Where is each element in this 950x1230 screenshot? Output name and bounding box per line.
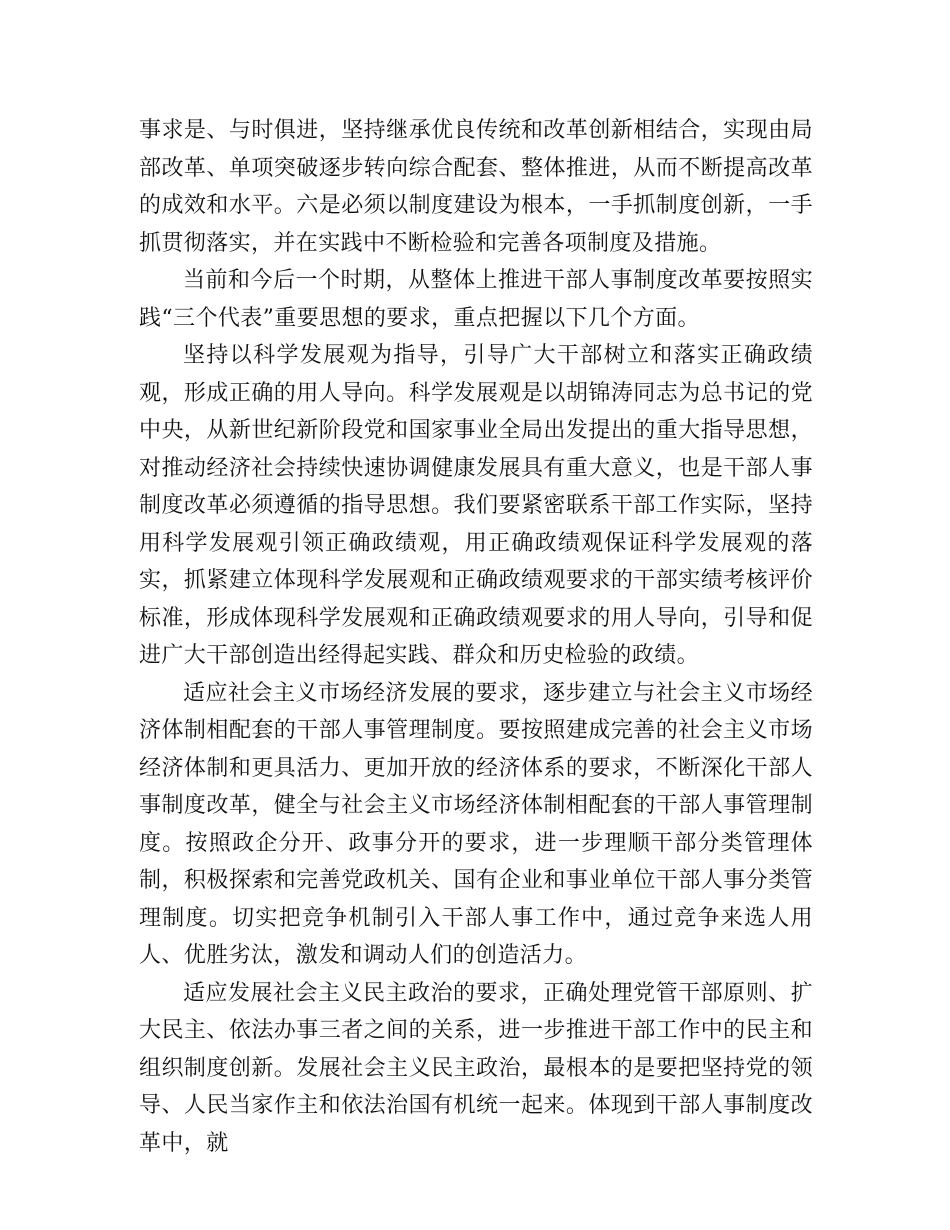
- paragraph-5: 适应发展社会主义民主政治的要求，正确处理党管干部原则、扩大民主、依法办事三者之间的关系，进一步推进干部工作中的民主和组织制度创新。发展社会主义民主政治，最根本的是要把坚持党的领导、人民当家作主和依法治国有机统一起来。体现到干部人事制度改革中，就: [139, 980, 813, 1156]
- paragraph-4: 适应社会主义市场经济发展的要求，逐步建立与社会主义市场经济体制相配套的干部人事管理制度。要按照建成完善的社会主义市场经济体制和更具活力、更加开放的经济体系的要求，不断深化干部人事制度改革，健全与社会主义市场经济体制相配套的干部人事管理制度。按照政企分开、政事分开的要求，进一步理顺干部分类管理体制，积极探索和完善党政机关、国有企业和事业单位干部人事分类管理制度。切实把竞争机制引入干部人事工作中，通过竞争来选人用人、优胜劣汰，激发和调动人们的创造活力。: [139, 680, 813, 968]
- paragraph-1: 事求是、与时俱进，坚持继承优良传统和改革创新相结合，实现由局部改革、单项突破逐步转向综合配套、整体推进，从而不断提高改革的成效和水平。六是必须以制度建设为根本，一手抓制度创新，一手抓贯彻落实，并在实践中不断检验和完善各项制度及措施。: [139, 118, 813, 256]
- document-body: [139, 112, 813, 1162]
- paragraph-3: 坚持以科学发展观为指导，引导广大干部树立和落实正确政绩观，形成正确的用人导向。科学发展观是以胡锦涛同志为总书记的党中央，从新世纪新阶段党和国家事业全局出发提出的重大指导思想，对推动经济社会持续快速协调健康发展具有重大意义，也是干部人事制度改革必须遵循的指导思想。我们要紧密联系干部工作实际，坚持用科学发展观引领正确政绩观，用正确政绩观保证科学发展观的落实，抓紧建立体现科学发展观和正确政绩观要求的干部实绩考核评价标准，形成体现科学发展观和正确政绩观要求的用人导向，引导和促进广大干部创造出经得起实践、群众和历史检验的政绩。: [139, 343, 813, 668]
- paragraph-2: 当前和今后一个时期，从整体上推进干部人事制度改革要按照实践“三个代表”重要思想的要求，重点把握以下几个方面。: [139, 268, 813, 331]
